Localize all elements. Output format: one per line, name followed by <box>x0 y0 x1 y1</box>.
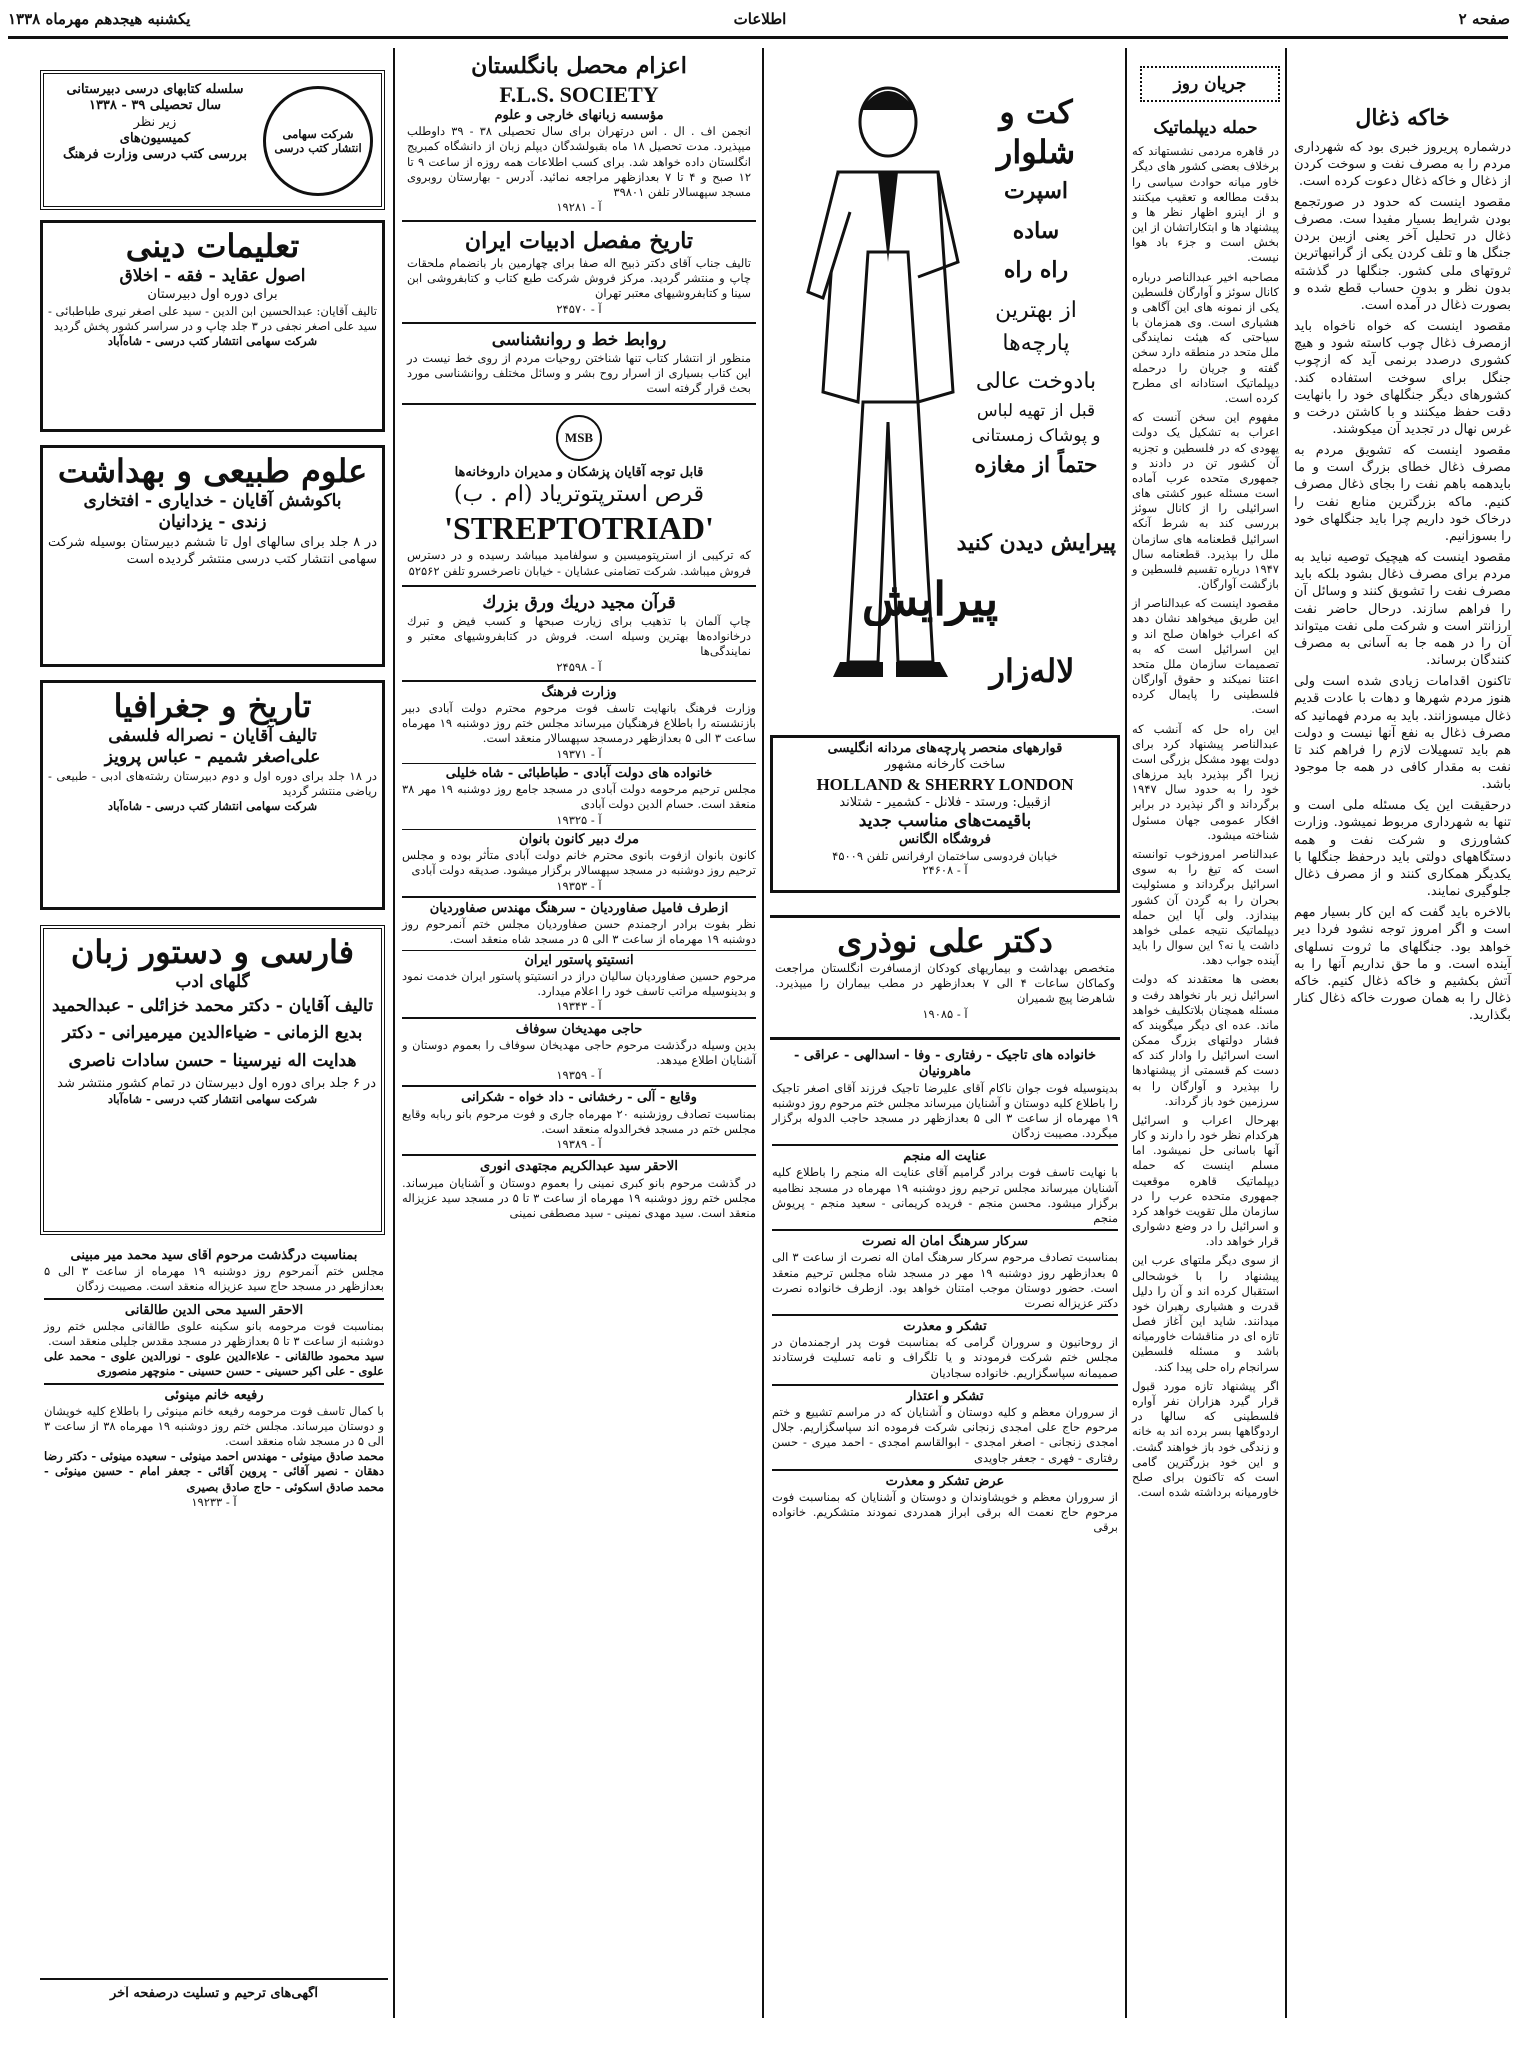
notice <box>402 901 756 948</box>
book-subtitle: گلهای ادب <box>175 972 250 992</box>
book-authors: علی‌اصغر شمیم - عباس پرویز <box>104 747 321 768</box>
editorial-title: خاکه ذغال <box>1355 105 1450 131</box>
history-title: تاریخ مفصل ادبیات ایران <box>464 228 694 255</box>
fls-ad <box>402 50 756 217</box>
notice <box>772 1048 1118 1141</box>
analysis-column <box>1128 118 1283 2023</box>
suit-ad-line: ساده <box>1012 217 1060 244</box>
book-title: علوم طبیعی و بهداشت <box>57 452 368 490</box>
notice-text: مرحوم حسین صفاوردیان سالیان دراز در انستیتو پاستور ایران خدمت نمود و بدینوسیله مراتب تاسف خود را اعلام میدارد. <box>402 968 756 998</box>
quran-text: چاپ آلمان با تذهیب برای زیارت صبحها و کسب فیض و تبرك درخانواده‌ها بهترین وسیله است. فروش در کتابفروشیهای معتبر و نمایندگی‌ها <box>407 613 751 659</box>
notice-title: تشکر و معذرت <box>903 1319 987 1335</box>
notice-text: بمناسبت فوت مرحومه بانو سکینه علوی طالقانی مجلس ختم روز دوشنبه از ساعت ۳ تا ۵ بعدازظهر در مسجد مقدس جلیلی منعقد است. <box>44 1318 384 1349</box>
analysis-paragraph: از سوی دیگر ملتهای عرب این پیشنهاد را با خوشحالی استقبال کرده اند و آن را دلیل قدرت و هشیاری رهبران خود میدانند. شاید این آغاز فصل تازه ای در مناقشات خاورمیانه باشد و مسئله فلسطین سرانجام راه حلی پیدا کند. <box>1132 1253 1279 1374</box>
publisher-line: سال تحصیلی ۳۹ - ۱۳۳۸ <box>88 98 222 114</box>
streptotriad-ad <box>402 408 756 582</box>
book-grade: برای دوره اول دبیرستان <box>147 287 278 303</box>
notice-text: با کمال تاسف فوت مرحومه رفیعه خانم مینوئی را باطلاع کلیه خویشان و دوستان میرساند. مجلس ختم روز دوشنبه ۱۹ مهرماه ۳۸ از ساعت ۳ الی ۵ در مسجد شاه منعقد است. <box>44 1403 384 1449</box>
doctor-details: متخصص بهداشت و بیماریهای کودکان ازمسافرت انگلستان مراجعت وکماکان ساعات ۴ الی ۷ بعدازظهر در مطب بیماران را میپذیرد. شاهرضا پیچ شمیران <box>775 961 1115 1006</box>
notice-text: با نهایت تاسف فوت برادر گرامیم آقای عنایت اله منجم را باطلاع کلیه آشنایان میرساند مجلس ترحیم روز دوشنبه ۱۹ مهرماه در مسجد نظامیه برگزار میشود. محسن منجم - فریده کریمانی - سعید منجم - پریوش منجم <box>772 1165 1118 1225</box>
footer-rule <box>40 1978 388 1980</box>
notice <box>772 1234 1118 1311</box>
notice <box>44 1248 384 1295</box>
column-divider <box>393 48 395 2018</box>
book-publisher: شرکت سهامی انتشار کتب درسی - شاه‌آباد <box>107 1091 318 1106</box>
footer-note: آگهی‌های ترحیم و تسلیت درصفحه آخر <box>110 1986 318 2001</box>
history-book-ad <box>402 225 756 318</box>
book-ad-religion <box>40 220 385 432</box>
notice-title: حاجی مهدیخان سوفاف <box>515 1021 643 1037</box>
book-ad-history <box>40 680 385 910</box>
suit-ad-street: لاله‌زار <box>989 652 1075 690</box>
current-events-box <box>1140 66 1280 102</box>
ad-code: آ - ۱۹۳۵۳ <box>556 878 602 893</box>
book-authors: زندی - یزدانیان <box>158 512 267 533</box>
book-title: فارسی و دستور زبان <box>70 933 355 971</box>
notice-title: انستیتو پاستور ایران <box>524 952 634 968</box>
fabric-ad-title: قوارههای منحصر پارچه‌های مردانه انگلیسی <box>827 741 1063 756</box>
psych-text: منظور از انتشار کتاب تنها شناختن روحیات مردم از روی خط نیست در این کتاب بسیاری از اسرار روح بشر و وسائل مختلف روانشناسی مورد بحث قرار گرفته است <box>407 351 751 396</box>
notice <box>402 1022 756 1083</box>
notice-title: عرض تشکر و معذرت <box>885 1473 1005 1489</box>
ad-code: آ - ۱۹۲۸۱ <box>556 200 602 215</box>
ad-code: آ - ۲۴۵۹۸ <box>556 659 602 674</box>
notice <box>772 1149 1118 1226</box>
fabric-ad-shop: فروشگاه الگانس <box>899 832 991 848</box>
notice-text: مجلس ختم آنمرحوم روز دوشنبه ۱۹ مهرماه از ساعت ۳ الی ۵ بعدازظهر در مسجد حاج سید عزیزاله منعقد است. مصیبت زدگان <box>44 1264 384 1294</box>
newspaper-name: اطلاعات <box>733 10 787 28</box>
notice-text: نظر بفوت برادر ارجمندم حسن صفاوردیان مجلس ختم آنمرحوم روز دوشنبه ۱۹ مهرماه از ساعت ۳ الی ۵ در مسجد شاه منعقد است. <box>402 917 756 947</box>
fls-text: انجمن اف . ال . اس درتهران برای سال تحصیلی ۳۸ - ۳۹ داوطلب میپذیرد. مدت تحصیل ۱۸ ماه بقبولشدگان دیپلم زبان از دانشگاه کمبریج انگلستان داده خواهد شد. برای کسب اطلاعات همه روزه از ساعت ۹ تا ۱۲ صبح و ۴ تا ۷ بعدازظهر مراجعه نمائید. آدرس - بهارستان روبروی مسجد سپهسالار تلفن ۳۹۸۰۱ <box>407 124 751 199</box>
col5-notices <box>40 1248 388 1968</box>
quran-title: قرآن مجید دریك ورق بزرك <box>482 592 676 613</box>
notice-title: بمناسبت درگذشت مرحوم آقای سید محمد میر مبینی <box>70 1248 358 1263</box>
notice-title: سرکار سرهنگ امان اله نصرت <box>861 1234 1028 1250</box>
publisher-line: زیر نظر <box>133 114 177 130</box>
current-events-label: جریان روز <box>1173 74 1247 94</box>
notice <box>402 953 756 1014</box>
quran-ad <box>402 590 756 677</box>
notice-title: الاحقر سید عبدالکریم مجتهدی انوری <box>480 1159 678 1175</box>
book-text: در ۶ جلد برای دوره اول دبیرستان در تمام کشور منتشر شد <box>57 1075 376 1091</box>
fls-subtitle: مؤسسه زبانهای خارجی و علوم <box>494 108 664 123</box>
column-divider <box>1125 48 1127 2018</box>
ad-code: آ - ۱۹۳۲۵ <box>556 812 602 827</box>
strep-title: قابل توجه آقایان پزشکان و مدیران داروخانه‌ها <box>454 464 704 480</box>
book-text: در ۱۸ جلد برای دوره اول و دوم دبیرستان رشته‌های ادبی - طبیعی - ریاضی منتشر گردید <box>48 768 378 798</box>
publisher-logo <box>263 86 373 196</box>
suit-ad-line: بادوخت عالی <box>975 368 1097 394</box>
col4 <box>398 50 760 2025</box>
book-text: در ۸ جلد برای سالهای اول تا ششم دبیرستان بوسیله شرکت سهامی انتشار کتب درسی منتشر گردیده است <box>48 534 377 567</box>
psych-book-ad <box>402 327 756 400</box>
analysis-paragraph: مقصود اینست که عبدالناصر از این طریق میخواهد نشان دهد که اعراب خواهان صلح اند و این اسرائیل است که به تصمیمات سازمان ملل متحد اعتنا نمیکند و حقوق آوارگان فلسطینی را پایمال کرده است. <box>1132 596 1279 717</box>
suit-ad-line: اسپرت <box>1003 178 1069 204</box>
page-number: صفحه ۲ <box>1458 10 1510 28</box>
publisher-line: سلسله کتابهای درسی دبیرستانی <box>66 82 244 97</box>
notice-text: وزارت فرهنگ بانهایت تاسف فوت مرحوم محترم دولت آبادی دبیر بازنشسته را باطلاع فرهنگیان میرساند مجلس ختم روز دوشنبه ۱۹ مهرماه ساعت ۳ الی ۵ بعدازظهر درمسجد سپهسالار منعقد است. <box>402 701 756 746</box>
book-ad-science <box>40 445 385 667</box>
fabric-advertisement <box>770 735 1120 893</box>
analysis-paragraph: مفهوم این سخن آنست که اعراب به تشکیل یک دولت یهودی که در فلسطین و تجزیه آن کشور تن در دادند و جمهوری متحده عرب آماده است مسئله عبور کشتی های اسرائیلی را از کانال سوئز بررسی کند به شرط آنکه اسرائیل قطعنامه های سازمان ملل را بپذیرد. قطعنامه سال ۱۹۴۷ درباره تقسیم فلسطین و بازگشت آوارگان. <box>1132 410 1279 592</box>
notice-title: عنایت اله منجم <box>903 1149 987 1165</box>
notice-title: وقایع - آلی - رخشانی - داد خواه - شکرانی <box>461 1090 697 1106</box>
suit-ad-line: پیرایش دیدن کنید <box>956 530 1116 556</box>
suit-ad-line: حتماً از مغازه <box>974 451 1098 478</box>
suit-ad-line: از بهترین <box>995 297 1077 323</box>
editorial-paragraph: مقصود اینست که هیچیک توصیه نباید به مردم برای مصرف ذغال بشود بلکه باید مصرف نفت را تشویق کنند و وسائل آن را فراهم سازند. درحال حاضر نفت ارزانتر است و شرکت ملی نفت میتواند آن را در همه جا به آسانی به مصرف کنندگان برساند. <box>1294 550 1511 669</box>
psych-title: روابط خط و روانشناسی <box>491 329 667 350</box>
notice-text: بمناسبت تصادف مرحوم سرکار سرهنگ امان اله نصرت از ساعت ۳ الی ۵ بعدازظهر روز دوشنبه ۱۹ مهر در مسجد شاه مجلس ترحیم منعقد است. حضور دوستان موجب امتنان خواهد بود. ازطرف خانواده نصرت دکتر عزیزاله نصرت <box>772 1250 1118 1310</box>
editorial-column <box>1290 105 1515 2025</box>
notice-text: از سروران معظم و خویشاوندان و دوستان و آشنایان که بمناسبت فوت مرحوم حاج نعمت اله برقی ابراز همدردی نمودند متشکریم. خانواده برقی <box>772 1490 1118 1535</box>
book-text: تالیف آقایان: عبدالحسین ابن الدین - سید علی اصغر نیری طباطبائی - سید علی اصغر نجفی در ۳ جلد چاپ و در سراسر کشور پخش گردید <box>48 303 377 333</box>
suit-ad-line: قبل از تهیه لباس <box>976 401 1096 421</box>
suit-ad-line: کت و شلوار <box>996 93 1076 171</box>
notice-text: در گذشت مرحوم بانو کبری نمینی را بعموم دوستان و آشنایان میرساند. مجلس ختم روز دوشنبه ۱۹ مهرماه از ساعت ۳ تا ۵ در مسجد سید عزیزاله منعقد است. سید مهدی نمینی - سید مصطفی نمینی <box>402 1175 757 1221</box>
book-subtitle: تالیف آقایان - نصراله فلسفی <box>108 726 317 746</box>
ad-code: آ - ۱۹۰۸۵ <box>922 1006 968 1021</box>
notice <box>402 766 756 827</box>
book-subtitle: اصول عقاید - فقه - اخلاق <box>119 266 306 286</box>
notice-names: محمد صادق مینوئی - مهندس احمد مینوئی - سعیده مینوئی - دکتر رضا دهقان - نصیر آقائی - پروین آقائی - جعفر امام - حسین مینوئی - محمد صادق اسکوئی - حاج صادق بصیری <box>44 1449 384 1494</box>
analysis-paragraph: در قاهره مردمی نشستهاند که برخلاف بعضی کشور های دیگر خاور میانه حوادث سیاسی را بدقت مطالعه و تعقیب میکنند و از اینرو اظهار نظر ها و پیشنهاد ها و ابتکاراتشان از این بخش است و جزء باد هوا نیست. <box>1132 144 1279 265</box>
notice <box>402 685 756 761</box>
analysis-paragraph: بعضی ها معتقدند که دولت اسرائیل زیر بار نخواهد رفت و مسئله همچنان بلاتکلیف خواهد ماند. عده ای دیگر میگویند که فشار دولتهای بزرگ ممکن است اسرائیل را وادار کند که دست کم قسمتی از پیشنهادها را بپذیرد و آوارگان را به سرزمین خود باز گرداند. <box>1132 972 1279 1108</box>
book-authors: تالیف آقایان - دکتر محمد خزائلی - عبدالحمید بدیع الزمانی - ضیاءالدین میرمیرانی - دکتر هدایت اله نیرسینا - حسن سادات ناصری <box>52 996 373 1071</box>
notice-text: بدینوسیله فوت جوان ناکام آقای علیرضا تاجیک فرزند آقای اصغر تاجیک را باطلاع کلیه دوستان و آشنایان میرساند مجلس ختم مرحوم روز دوشنبه ۱۹ مهرماه از ساعت ۳ الی ۵ بعدازظهر در مسجد حاجب الدوله برگزار میگردد. مصیبت زدگان <box>772 1080 1118 1141</box>
editorial-paragraph: مقصود اینست که حدود در صورتجمع بودن شرایط بسیار مفیدا ست. مصرف ذغال در تحلیل آخر یعنی ازبین بردن جنگل ها و تلف کردن یکی از گرانبهاترین ثروتهای ملی کشور. جنگلها در گذشته بدون نظر و بدون حساب قطع شده و بصورت ذغال در آمده است. <box>1294 194 1511 313</box>
suit-advertisement <box>768 52 1120 712</box>
fabric-ad-types: ازقبیل: ورستد - فلانل - کشمیر - شتلاند <box>839 794 1051 810</box>
book-publisher: شرکت سهامی انتشار کتب درسی - شاه‌آباد <box>107 798 318 813</box>
suit-ad-line: راه راه <box>1003 257 1069 283</box>
ad-code: آ - ۱۹۳۷۱ <box>556 746 602 761</box>
publisher-logo-text: شرکت سهامی انتشار کتب درسی <box>274 127 362 155</box>
notice-title: ازطرف فامیل صفاوردیان - سرهنگ مهندس صفاوردیان <box>429 900 729 916</box>
ad-code: آ - ۱۹۳۴۳ <box>556 999 602 1014</box>
publisher-banner <box>40 70 385 210</box>
fls-title: اعزام محصل بانگلستان <box>471 53 687 79</box>
editorial-paragraph: مقصود اینست که تشویق مردم به مصرف ذغال خطای بزرگ است و ما بایدهمه باهم نفت را بجای ذغال مصرف کنیم. ماکه بزرگترین منابع نفت را درخاک خود داریم چرا باید جنگلهای خود را بسوزانیم. <box>1294 443 1511 544</box>
book-publisher: شرکت سهامی انتشار کتب درسی - شاه‌آباد <box>107 333 318 348</box>
issue-date: یکشنبه هیجدهم مهرماه ۱۳۳۸ <box>8 10 191 28</box>
notice-text: کانون بانوان ازفوت بانوی محترم خانم دولت آبادی متأثر بوده و مجلس ترحیم روز دوشنبه در مسجد سپهسالار برگزار میشود. صدیقه دولت آبادی <box>402 848 756 878</box>
notice <box>772 1319 1118 1381</box>
editorial-paragraph: درحقیقت این یک مسئله ملی است و تنها به شهرداری مربوط نمیشود. وزارت کشاورزی و شرکت نفت و همه دستگاههای دولتی باید درحفظ جنگلها با یکدیگر همکاری کنند و از مصرف ذغال جلوگیری نمایند. <box>1294 798 1511 900</box>
analysis-paragraph: بهرحال اعراب و اسرائیل هرکدام نظر خود را دارند و کار آنها باسانی حل نمیشود. اما مسلم اینست که حمله دیپلماتیک قاهره موقعیت جمهوری متحده عرب را در سازمان ملل تقویت خواهد کرد و اسرائیل را در وضع دشواری قرار خواهد داد. <box>1132 1112 1279 1249</box>
book-subtitle: باکوشش آقایان - خدایاری - افتخاری <box>83 491 342 511</box>
doctor-advertisement <box>770 915 1120 1040</box>
analysis-paragraph: این راه حل که آنشب که عبدالناصر پیشنهاد کرد برای دولت یهود مشکل بزرگی است زیرا اگر بپذیرد باید مرزهای خود را به حدود سال ۱۹۴۷ برگرداند و اگر نپذیرد در برابر افکار عمومی جهان مسئول شناخته میشود. <box>1132 721 1279 842</box>
strep-drug-en: 'STREPTOTRIAD' <box>444 510 714 547</box>
notice-text: از روحانیون و سروران گرامی که بمناسبت فوت پدر ارجمندمان در مجلس ختم شرکت فرمودند و یا تلگراف و نامه تسلیت فرستادند صمیمانه سپاسگزاریم. خانواده سجادیان <box>772 1335 1118 1380</box>
strep-text: که ترکیبی از استرپتومیسین و سولفامید میباشد رسیده و در دسترس فروش میباشد. شرکت تضامنی عشایان - خیابان ناصرخسرو تلفن ۵۲۵۶۲ <box>407 548 751 578</box>
doctor-name: دکتر علی نوذری <box>837 922 1053 960</box>
ad-code: آ - ۱۹۳۵۹ <box>556 1068 602 1083</box>
book-title: تاریخ و جغرافیا <box>113 687 312 725</box>
analysis-title: حمله دیپلماتیک <box>1153 118 1258 138</box>
notice-text: مجلس ترحیم مرحومه دولت آبادی در مسجد جامع روز دوشنبه ۱۹ مهر ۳۸ منعقد است. حسام الدین دولت آبادی <box>402 782 756 812</box>
editorial-paragraph: مقصود اینست که خواه ناخواه باید ازمصرف ذغال چوب کاسته شود و هیچ کشوری درصدد برنمی آید که ازچوب جنگل برای سوخت استفاده کند. کشورهای دیگر جنگلهای خود را بانهایت دقت حفظ میکنند و با کاشتن درخت و غرس نهال در تجدید آن میکوشند. <box>1294 319 1511 437</box>
book-title: تعلیمات دینی <box>125 227 300 265</box>
column-divider <box>1285 48 1287 2018</box>
editorial-paragraph: بالاخره باید گفت که این کار بسیار مهم است و اگر امروز توجه نشود فردا دیر خواهد بود. جنگلهای ما ثروت نسلهای آینده است. و ما حق نداریم آنها را به آتش بکشیم و خاکه ذغال کنیم. خاکه ذغال را به همان صورت خاکه ذغال کنار بگذارید. <box>1294 905 1511 1024</box>
col3-notices <box>768 1048 1122 2023</box>
strep-drug-fa: قرص استرپتوتریاد (ام . ب) <box>453 481 705 507</box>
notice-title: تشکر و اعتذار <box>906 1388 984 1404</box>
notice <box>44 1388 384 1510</box>
suit-ad-brand: پیرایش <box>861 572 999 626</box>
msb-logo <box>556 415 602 461</box>
ad-code: آ - ۲۴۵۷۰ <box>556 301 602 316</box>
book-ad-persian <box>40 925 385 1235</box>
ad-code: آ - ۱۹۳۸۹ <box>556 1137 602 1152</box>
notice-text: بمناسبت تصادف روزشنبه ۲۰ مهرماه جاری و فوت مرحوم بانو ربابه وقایع مجلس ختم در مسجد فخرالدوله منعقد است. <box>402 1106 756 1136</box>
editorial-paragraph: تاکنون اقدامات زیادی شده است ولی هنوز مردم شهرها و دهات با عادت قدیم ذغال میسوزانند. باید به مردم فهمانید که مصرف ذغال به نفع آنها نیست و دولت هم باید تسهیلات لازم را فراهم کند تا نفت به مقدار کافی در همه جا موجود باشد. <box>1294 674 1511 793</box>
fabric-ad-brand: HOLLAND & SHERRY LONDON <box>816 774 1074 794</box>
notice-names: سید محمود طالقانی - علاءالدین علوی - نورالدین علوی - محمد علی علوی - علی اکبر حسینی - حسن حسینی - منوچهر منصوری <box>44 1349 384 1379</box>
editorial-paragraph: درشماره پریروز خبری بود که شهرداری مردم را به مصرف نفت و سوخت کردن از ذغال و خاکه ذغال دعوت کرده است. <box>1294 139 1511 189</box>
notice <box>402 832 756 893</box>
header-rule <box>8 36 1508 39</box>
fabric-ad-maker: ساخت کارخانه مشهور <box>884 757 1006 773</box>
notice-title: الاحقر السید محی الدین طالقانی <box>124 1302 304 1318</box>
suit-ad-line: و پوشاک زمستانی <box>971 426 1101 447</box>
ad-code: آ - ۱۹۲۳۳ <box>191 1494 237 1509</box>
notice <box>402 1090 756 1151</box>
fabric-ad-prices: باقیمت‌های مناسب جدید <box>858 811 1032 831</box>
history-text: تالیف جناب آقای دکتر ذبیح اله صفا برای چهارمین بار بانضمام ملحقات چاپ و منتشر گردید. مرکز فروش شرکت طبع کتاب و کتابفروشی ابن سینا و کتابفروشیهای معتبر تهران <box>407 255 751 301</box>
notice-title: خانواده های دولت آبادی - طباطبائی - شاه خلیلی <box>445 766 713 782</box>
notice <box>772 1474 1118 1536</box>
suit-ad-line: پارچه‌ها <box>1002 331 1070 356</box>
notice-title: وزارت فرهنگ <box>541 684 617 700</box>
notice-title: خانواده های تاجیک - رفتاری - وفا - اسدالهی - عراقی - ماهرونیان <box>793 1048 1097 1080</box>
fls-name: F.L.S. SOCIETY <box>499 81 659 107</box>
publisher-line: کمیسیون‌های <box>119 130 191 146</box>
notice-text: بدین وسیله درگذشت مرحوم حاجی مهدیخان سوفاف را بعموم دوستان و آشنایان اطلاع میدهد. <box>402 1037 756 1067</box>
ad-code: آ - ۲۴۶۰۸ <box>922 862 968 877</box>
column-divider <box>762 48 764 2018</box>
fabric-ad-address: خیابان فردوسی ساختمان ارفرانس تلفن ۴۵۰۰۹ <box>832 848 1058 863</box>
analysis-paragraph: مصاحبه اخیر عبدالناصر درباره کانال سوئز و آوارگان فلسطین یکی از نمونه های این آگاهی و هشیاری است. وی همزمان با سیاحتی که هیئت نمایندگی ملل متحد در منطقه دارد سخن گفته و جریان را درحمله دیپلماتیک استادانه ای مطرح کرده است. <box>1132 269 1279 405</box>
msb-logo-text: MSB <box>564 429 594 445</box>
notice <box>44 1303 384 1380</box>
notice <box>402 1159 756 1221</box>
notice-title: رفیعه خانم مینوئی <box>164 1387 264 1403</box>
analysis-paragraph: اگر پیشنهاد تازه مورد قبول قرار گیرد هزاران نفر آواره فلسطینی که سالها در اردوگاهها بسر برده اند به خانه و زندگی خود باز خواهند گشت. و این خود بزرگترین گامی است که تاکنون برای صلح خاورمیانه برداشته شده است. <box>1132 1378 1279 1500</box>
notice <box>772 1389 1118 1466</box>
publisher-line: بررسی کتب درسی وزارت فرهنگ <box>62 147 248 162</box>
notice-text: از سروران معظم و کلیه دوستان و آشنایان که در مراسم تشییع و ختم مرحوم حاج علی امجدی زنجانی شرکت فرموده اند سپاسگزاریم. جلال امجدی زنجانی - اصغر امجدی - ابوالقاسم امجدی - احمد میری - حسن رفتاری - فهری - جعفر جاویدی <box>772 1405 1118 1465</box>
notice-title: مرك دبیر کانون بانوان <box>518 831 640 847</box>
analysis-paragraph: عبدالناصر امروزخوب توانسته است که تیغ را به سوی اسرائیل برگرداند و مسئولیت بحران را به گردن آن کشور بیندازد. ولی آیا این حمله دیپلماتیک نتیجه عملی خواهد داشت یا نه؟ این سوال را باید آینده جواب دهد. <box>1132 846 1279 968</box>
